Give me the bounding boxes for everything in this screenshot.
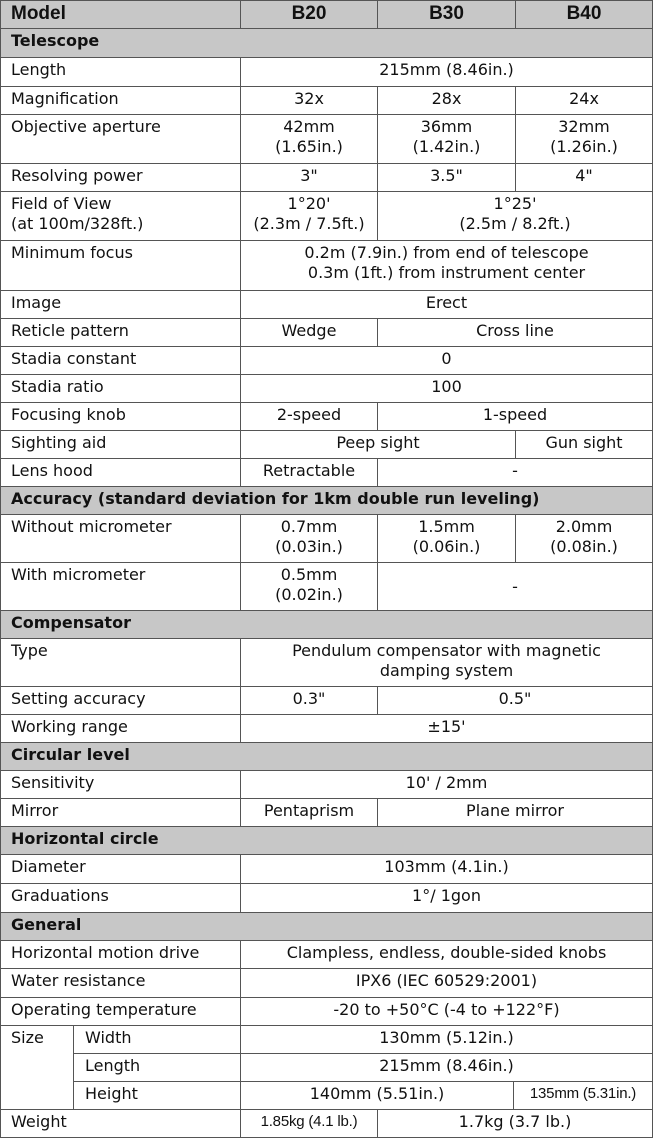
row-label: Width [74, 1026, 241, 1054]
value-b30: 3.5" [378, 164, 516, 192]
row-label: Mirror [1, 799, 241, 827]
value-b20 [241, 563, 378, 611]
value-line: 0.7mm [280, 517, 338, 536]
row-type [1, 639, 652, 687]
value-b20: Wedge [241, 319, 378, 347]
row-label: Working range [1, 715, 241, 743]
row-stadia-ratio [1, 375, 652, 403]
value-line: 1.5mm [418, 517, 475, 536]
model-header-row [1, 1, 652, 29]
value-b20: 32x [241, 87, 378, 115]
label-line: Field of View [11, 194, 112, 213]
row-image [1, 291, 652, 319]
value-all: 103mm (4.1in.) [241, 855, 652, 884]
row-diameter [1, 855, 652, 884]
row-label: Minimum focus [1, 241, 241, 291]
row-setting-accuracy [1, 687, 652, 715]
section-circular-level [1, 743, 652, 771]
value-line: (0.03in.) [275, 537, 343, 556]
section-title: Circular level [1, 743, 652, 771]
row-minimum-focus [1, 241, 652, 291]
row-water-resistance [1, 969, 652, 998]
value-line: 2.0mm [555, 517, 613, 536]
value-line: (0.06in.) [412, 537, 481, 556]
model-header-b40: B40 [516, 1, 652, 29]
value-line: (1.26in.) [550, 137, 618, 156]
row-reticle-pattern [1, 319, 652, 347]
section-title: Compensator [1, 611, 652, 639]
section-title: Telescope [1, 29, 652, 58]
section-telescope [1, 29, 652, 58]
value-line: 0.3m (1ft.) from instrument center [307, 263, 586, 282]
row-size-width [1, 1026, 652, 1054]
section-accuracy [1, 487, 652, 515]
section-general [1, 913, 652, 941]
value-line: 42mm [283, 117, 335, 136]
row-label: Water resistance [1, 969, 241, 998]
value-b30-b40 [378, 192, 652, 241]
value-all: ±15' [241, 715, 652, 743]
row-label: Horizontal motion drive [1, 941, 241, 969]
row-label: Diameter [1, 855, 241, 884]
row-resolving-power [1, 164, 652, 192]
value-line: (0.02in.) [275, 585, 343, 604]
value-b20-b30: 140mm (5.51in.) [241, 1082, 514, 1110]
row-working-range [1, 715, 652, 743]
value-line: 0.5mm [280, 565, 338, 584]
value-b30-b40: 1.7kg (3.7 lb.) [458, 1112, 572, 1131]
value-b40: Gun sight [516, 431, 652, 459]
row-label: Stadia constant [1, 347, 241, 375]
value-all: Clampless, endless, double-sided knobs [241, 941, 652, 969]
row-weight [1, 1110, 652, 1137]
size-label-spacer [1, 1054, 74, 1082]
row-label: Reticle pattern [1, 319, 241, 347]
value-b30 [378, 115, 516, 164]
model-header-b20: B20 [241, 1, 378, 29]
row-label: Magnification [1, 87, 241, 115]
value-b20 [241, 115, 378, 164]
row-length [1, 58, 652, 87]
row-label: Lens hood [1, 459, 241, 487]
row-label: Sensitivity [1, 771, 241, 799]
value-line: 32mm [558, 117, 610, 136]
value-all: 0 [241, 347, 652, 375]
value-b20 [241, 515, 378, 563]
value-all [241, 639, 652, 687]
row-label: Length [74, 1054, 241, 1082]
value-b40 [516, 515, 652, 563]
value-b30-b40: Cross line [378, 319, 652, 347]
row-label: Operating temperature [1, 998, 241, 1026]
value-b40: 135mm (5.31in.) [514, 1082, 652, 1110]
row-label: Sighting aid [1, 431, 241, 459]
value-all: IPX6 (IEC 60529:2001) [241, 969, 652, 998]
value-b20-b30: Peep sight [241, 431, 516, 459]
value-line: (2.5m / 8.2ft.) [459, 214, 571, 233]
row-label: With micrometer [1, 563, 241, 611]
row-operating-temperature [1, 998, 652, 1026]
label-line: (at 100m/328ft.) [11, 214, 144, 233]
value-b30 [378, 515, 516, 563]
row-size-length [1, 1054, 652, 1082]
value-b20: 3" [241, 164, 378, 192]
row-label: Focusing knob [1, 403, 241, 431]
row-label: Type [1, 639, 241, 687]
value-line: (1.42in.) [412, 137, 481, 156]
value-line: 1°25' [493, 194, 537, 213]
value-b20: Pentaprism [241, 799, 378, 827]
section-title: Accuracy (standard deviation for 1km double run leveling) [1, 487, 652, 515]
value-b30-b40: - [378, 459, 652, 487]
value-b20: 0.3" [241, 687, 378, 715]
value-all: -20 to +50°C (-4 to +122°F) [241, 998, 652, 1026]
row-label: Image [1, 291, 241, 319]
row-focusing-knob [1, 403, 652, 431]
value-all: 10' / 2mm [241, 771, 652, 799]
model-header-label: Model [1, 1, 241, 29]
row-with-micrometer [1, 563, 652, 611]
row-label: Graduations [1, 884, 241, 913]
value-line: damping system [379, 661, 514, 680]
value-b40 [516, 115, 652, 164]
value-all: 215mm (8.46in.) [241, 58, 652, 87]
row-label: Without micrometer [1, 515, 241, 563]
value-b40: 4" [516, 164, 652, 192]
section-compensator [1, 611, 652, 639]
value-b30-b40: 1-speed [378, 403, 652, 431]
row-label: Objective aperture [1, 115, 241, 164]
value-line: 0.2m (7.9in.) from end of telescope [304, 243, 589, 262]
section-title: General [1, 913, 652, 941]
row-label: Resolving power [1, 164, 241, 192]
value-b40: 24x [516, 87, 652, 115]
value-line: Pendulum compensator with magnetic [292, 641, 601, 660]
row-sensitivity [1, 771, 652, 799]
size-label-spacer [1, 1082, 74, 1110]
row-without-micrometer [1, 515, 652, 563]
value-all: 100 [241, 375, 652, 403]
value-all: Erect [241, 291, 652, 319]
value-line: 36mm [420, 117, 473, 136]
value-all: 130mm (5.12in.) [241, 1026, 652, 1054]
row-field-of-view [1, 192, 652, 241]
row-lens-hood [1, 459, 652, 487]
value-all: 215mm (8.46in.) [241, 1054, 652, 1082]
value-b30-b40: - [378, 563, 652, 611]
value-line: (1.65in.) [275, 137, 343, 156]
row-label: Stadia ratio [1, 375, 241, 403]
value-all: 1°/ 1gon [241, 884, 652, 913]
row-horizontal-motion-drive [1, 941, 652, 969]
value-all [241, 241, 652, 291]
row-label: Height [74, 1082, 241, 1110]
row-magnification [1, 87, 652, 115]
value-b30-b40: Plane mirror [378, 799, 652, 827]
row-sighting-aid [1, 431, 652, 459]
row-label: Length [1, 58, 241, 87]
size-label: Size [1, 1026, 74, 1054]
value-b30-b40: 0.5" [378, 687, 652, 715]
row-stadia-constant [1, 347, 652, 375]
value-b20: Retractable [241, 459, 378, 487]
value-b30: 28x [378, 87, 516, 115]
row-graduations [1, 884, 652, 913]
section-title: Horizontal circle [1, 827, 652, 855]
value-b20 [241, 192, 378, 241]
model-header-b30: B30 [378, 1, 516, 29]
row-label: Weight [1, 1110, 241, 1137]
row-label: Setting accuracy [1, 687, 241, 715]
value-line: (0.08in.) [550, 537, 618, 556]
row-mirror [1, 799, 652, 827]
value-line: 1°20' [287, 194, 331, 213]
value-line: (2.3m / 7.5ft.) [253, 214, 365, 233]
value-b20: 1.85kg (4.1 lb.) [241, 1110, 378, 1137]
row-objective-aperture [1, 115, 652, 164]
section-horizontal-circle [1, 827, 652, 855]
value-b20: 2-speed [241, 403, 378, 431]
row-size-height [1, 1082, 652, 1110]
row-label [1, 192, 241, 241]
